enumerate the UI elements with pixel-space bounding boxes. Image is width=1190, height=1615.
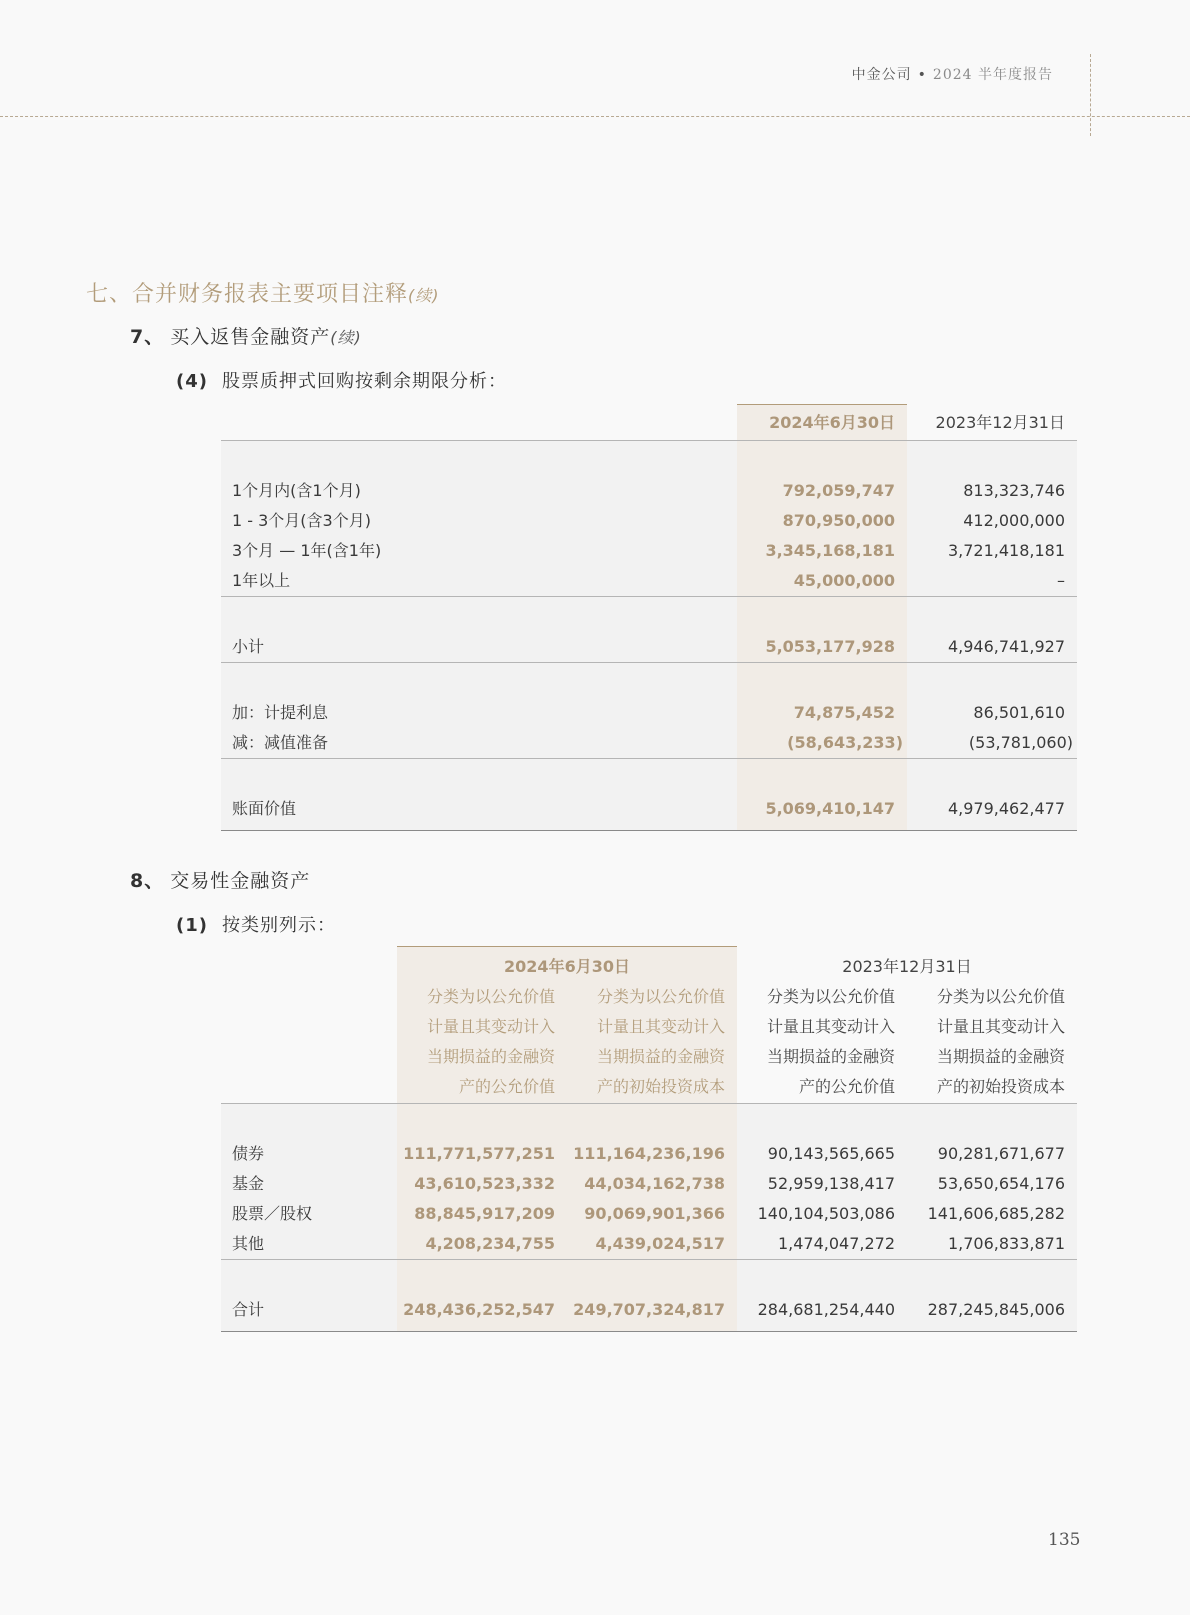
table2-subheader-prior-fv: 分类为以公允价值 (766, 987, 895, 1006)
table2-subheader-current-cost: 当期损益的金融资 (596, 1047, 725, 1066)
table2-row-current-cost: 90,069,901,366 (584, 1204, 725, 1223)
subsection-8-title (130, 866, 310, 893)
subsection-7-title (130, 322, 362, 349)
table1-row-label: 1年以上 (232, 571, 291, 590)
subsection-7-4-title (176, 367, 507, 393)
table2-subheader-prior-cost: 产的初始投资成本 (936, 1077, 1065, 1096)
table2-subheader-prior-cost: 当期损益的金融资 (936, 1047, 1065, 1066)
subsection-8-1-text: 按类别列示： (221, 915, 336, 936)
table2-rule (221, 1259, 1077, 1260)
table2-subheader-current-fv: 计量且其变动计入 (426, 1017, 555, 1036)
table2-total-prior-fv: 284,681,254,440 (757, 1300, 895, 1319)
section-title (86, 277, 440, 308)
table2-header-prior: 2023年12月31日 (842, 957, 972, 976)
header-dashed-rule (0, 116, 1190, 117)
table1-row-prior: 412,000,000 (963, 511, 1065, 530)
table1-subtotal-label: 小计 (232, 637, 265, 656)
table2-total-label: 合计 (232, 1300, 265, 1319)
table1-row-prior: – (1057, 571, 1065, 590)
subsection-8-1-number: (1) (176, 915, 208, 936)
table2-row-label: 其他 (232, 1234, 265, 1253)
subsection-7-4-text: 股票质押式回购按剩余期限分析： (221, 371, 507, 392)
table2-row-label: 债券 (232, 1144, 265, 1163)
table2-top-rule (397, 946, 737, 947)
subsection-7-text: 买入返售金融资产 (170, 326, 331, 348)
subsection-8-text: 交易性金融资产 (170, 870, 311, 892)
section-title-text: 七、合并财务报表主要项目注释 (86, 282, 409, 307)
table1-row-label: 1个月内(含1个月) (232, 481, 361, 500)
table2-row-prior-fv: 52,959,138,417 (767, 1174, 895, 1193)
table2-row-current-cost: 44,034,162,738 (584, 1174, 725, 1193)
table1-current-column-band (737, 404, 907, 830)
table2-row-label: 基金 (232, 1174, 265, 1193)
table2-subheader-current-fv: 当期损益的金融资 (426, 1047, 555, 1066)
table1-rule (221, 758, 1077, 759)
table2-row-prior-cost: 1,706,833,871 (947, 1234, 1065, 1253)
page-number: 135 (1048, 1530, 1081, 1550)
table1-adj-label: 加：计提利息 (232, 703, 329, 722)
table1-adj-current: (58,643,233) (787, 733, 903, 752)
table2-row-current-cost: 4,439,024,517 (595, 1234, 725, 1253)
table1-row-prior: 3,721,418,181 (947, 541, 1065, 560)
table2-subheader-current-fv: 产的公允价值 (458, 1077, 555, 1096)
header-dashed-mark (1090, 54, 1091, 136)
table2-row-current-cost: 111,164,236,196 (573, 1144, 725, 1163)
running-header (852, 64, 1053, 84)
table2-header-current: 2024年6月30日 (504, 957, 630, 976)
header-report: 2024 半年度报告 (932, 67, 1053, 83)
table2-subheader-prior-fv: 当期损益的金融资 (766, 1047, 895, 1066)
table1-row-current: 792,059,747 (782, 481, 895, 500)
table1-total-prior: 4,979,462,477 (947, 799, 1065, 818)
subsection-8-1-title (176, 911, 336, 937)
table2-subheader-current-cost: 产的初始投资成本 (596, 1077, 725, 1096)
table2-row-prior-fv: 1,474,047,272 (777, 1234, 895, 1253)
section-title-cont: (续) (408, 286, 440, 305)
subsection-7-cont: (续) (330, 328, 362, 347)
table1-header-current: 2024年6月30日 (769, 413, 895, 432)
table2-subheader-current-fv: 分类为以公允价值 (426, 987, 555, 1006)
table2-total-prior-cost: 287,245,845,006 (927, 1300, 1065, 1319)
table1-total-current: 5,069,410,147 (765, 799, 895, 818)
table2-subheader-prior-fv: 计量且其变动计入 (766, 1017, 895, 1036)
header-separator: • (917, 67, 927, 83)
subsection-8-number: 8、 (130, 870, 165, 892)
table1-bottom-rule (221, 830, 1077, 831)
table2-row-prior-cost: 90,281,671,677 (937, 1144, 1065, 1163)
table2-header-rule (221, 1103, 1077, 1104)
table1-row-current: 3,345,168,181 (765, 541, 895, 560)
table2-row-current-fv: 4,208,234,755 (425, 1234, 555, 1253)
table2-row-prior-cost: 141,606,685,282 (927, 1204, 1065, 1223)
table2-row-current-fv: 43,610,523,332 (414, 1174, 555, 1193)
table2-total-current-fv: 248,436,252,547 (403, 1300, 555, 1319)
table1-row-current: 870,950,000 (782, 511, 895, 530)
table1-adj-label: 减：减值准备 (232, 733, 329, 752)
table1-adj-prior: 86,501,610 (973, 703, 1065, 722)
table2-row-label: 股票／股权 (232, 1204, 313, 1223)
table1-adj-current: 74,875,452 (793, 703, 895, 722)
subsection-7-4-number: (4) (176, 371, 208, 392)
table2-row-current-fv: 111,771,577,251 (403, 1144, 555, 1163)
table1-total-label: 账面价值 (232, 799, 297, 818)
table2-bottom-rule (221, 1331, 1077, 1332)
table1-rule (221, 596, 1077, 597)
table1-subtotal-current: 5,053,177,928 (765, 637, 895, 656)
table2-subheader-prior-cost: 计量且其变动计入 (936, 1017, 1065, 1036)
table2-row-current-fv: 88,845,917,209 (414, 1204, 555, 1223)
table1-header-rule (221, 440, 1077, 441)
table2-row-prior-fv: 140,104,503,086 (757, 1204, 895, 1223)
table1-header-prior: 2023年12月31日 (935, 413, 1065, 432)
table1-row-label: 1 - 3个月(含3个月) (232, 511, 371, 530)
table1-row-label: 3个月 — 1年(含1年) (232, 541, 382, 560)
table1-adj-prior: (53,781,060) (968, 733, 1073, 752)
table2-subheader-prior-fv: 产的公允价值 (798, 1077, 895, 1096)
table1-row-prior: 813,323,746 (963, 481, 1065, 500)
table2-subheader-current-cost: 计量且其变动计入 (596, 1017, 725, 1036)
table1-subtotal-prior: 4,946,741,927 (947, 637, 1065, 656)
table2-subheader-current-cost: 分类为以公允价值 (596, 987, 725, 1006)
table2-row-prior-cost: 53,650,654,176 (937, 1174, 1065, 1193)
table1-row-current: 45,000,000 (793, 571, 895, 590)
table1-top-rule (737, 404, 907, 405)
table1-rule (221, 662, 1077, 663)
table2-total-current-cost: 249,707,324,817 (573, 1300, 725, 1319)
subsection-7-number: 7、 (130, 326, 165, 348)
table2-row-prior-fv: 90,143,565,665 (767, 1144, 895, 1163)
table2-subheader-prior-cost: 分类为以公允价值 (936, 987, 1065, 1006)
header-company: 中金公司 (851, 67, 912, 83)
